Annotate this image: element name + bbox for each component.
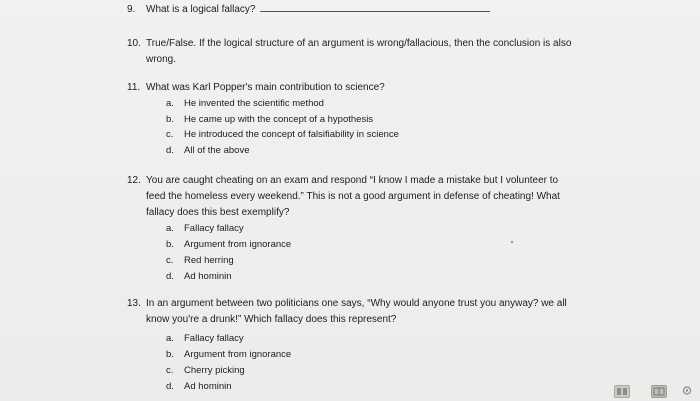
question-10 — [127, 36, 597, 70]
option-text: Fallacy fallacy — [184, 333, 244, 344]
option-letter: a. — [166, 333, 174, 344]
option-letter: c. — [166, 129, 174, 140]
question-text-line: feed the homeless every weekend.” This is not a good argument in defense of cheating! What — [146, 191, 560, 202]
question-13 — [127, 296, 597, 330]
option-text: All of the above — [184, 145, 250, 156]
question-number: 13. — [127, 298, 141, 309]
question-11 — [127, 80, 527, 96]
option-letter: c. — [166, 255, 174, 266]
question-text-line: You are caught cheating on an exam and respond “I know I made a mistake but I volunteer to — [146, 175, 559, 186]
page-view-icon[interactable] — [614, 385, 630, 398]
option-text: Argument from ignorance — [184, 239, 292, 250]
question-text-line: wrong. — [146, 54, 177, 65]
option-text: Fallacy fallacy — [184, 223, 244, 234]
option-text: Ad hominin — [184, 381, 232, 392]
option-letter: a. — [166, 98, 174, 109]
split-view-icon[interactable] — [651, 385, 667, 398]
settings-icon[interactable] — [681, 385, 693, 396]
option-text: Cherry picking — [184, 365, 245, 376]
option-text: He introduced the concept of falsifiability in science — [184, 129, 399, 140]
option-text: Argument from ignorance — [184, 349, 292, 360]
option-letter: b. — [166, 349, 174, 360]
option-letter: d. — [166, 381, 174, 392]
question-text-line: know you're a drunk!” Which fallacy does this represent? — [146, 314, 397, 325]
option-text: Red herring — [184, 255, 234, 266]
option-letter: d. — [166, 145, 174, 156]
question-text-line: fallacy does this best exemplify? — [146, 207, 290, 218]
option-letter: c. — [166, 365, 174, 376]
option-text: He invented the scientific method — [184, 98, 324, 109]
question-text: What is a logical fallacy? — [146, 4, 256, 15]
speck-mark — [511, 241, 513, 243]
answer-blank-line[interactable] — [260, 2, 490, 12]
question-number: 9. — [127, 4, 136, 15]
option-letter: b. — [166, 239, 174, 250]
question-text-line: In an argument between two politicians one says, “Why would anyone trust you anyway? we all — [146, 298, 567, 309]
option-letter: d. — [166, 271, 174, 282]
question-9 — [127, 2, 547, 18]
option-letter: a. — [166, 223, 174, 234]
option-letter: b. — [166, 114, 174, 125]
option-text: Ad hominin — [184, 271, 232, 282]
question-12 — [127, 173, 587, 223]
question-text: What was Karl Popper's main contribution to science? — [146, 82, 385, 93]
option-text: He came up with the concept of a hypothesis — [184, 114, 374, 125]
question-number: 11. — [127, 82, 141, 93]
question-number: 10. — [127, 38, 141, 49]
question-number: 12. — [127, 175, 141, 186]
question-text-line: True/False. If the logical structure of an argument is wrong/fallacious, then the conclusion is also — [146, 38, 572, 49]
